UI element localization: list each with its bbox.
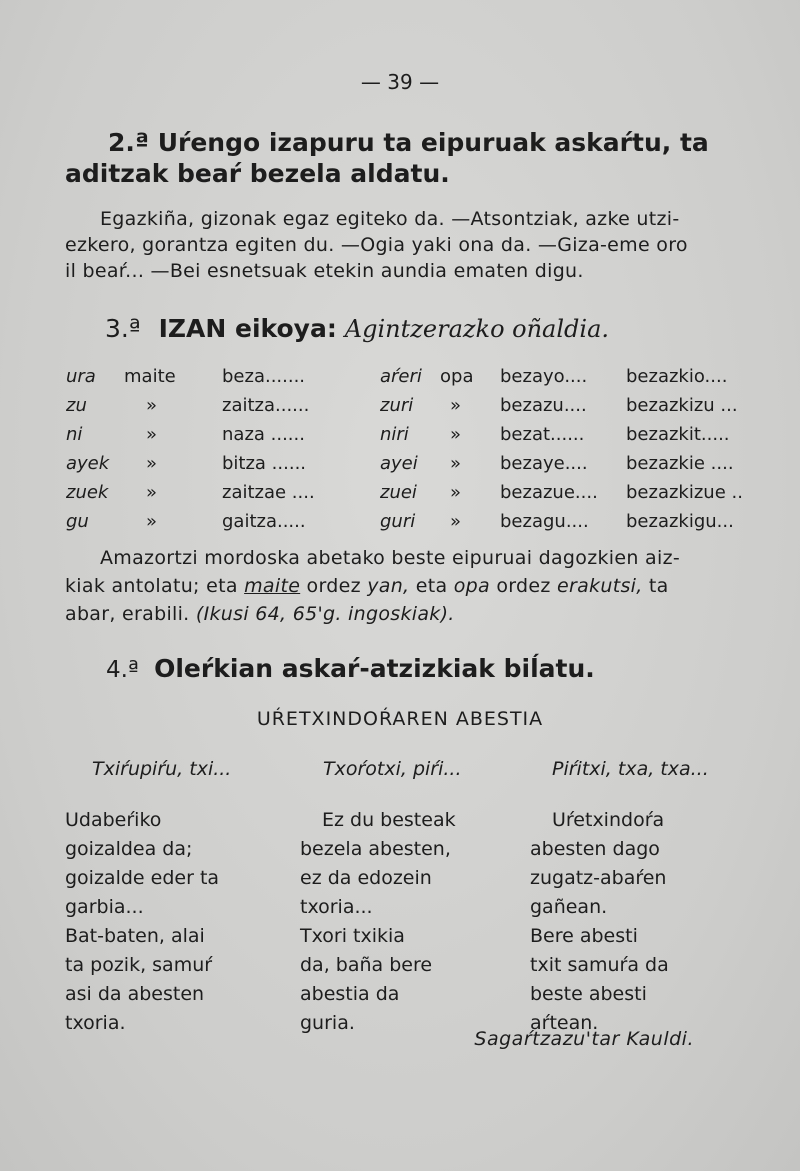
form-1: zaitza...... bbox=[222, 395, 310, 416]
section3-number: 3.ª bbox=[105, 314, 141, 343]
poem-stanza-1 bbox=[65, 806, 219, 1038]
poem-line: goizaldea da; bbox=[65, 838, 193, 860]
verb-2: » bbox=[450, 395, 462, 416]
note-text: ordez bbox=[489, 575, 557, 597]
note-text: eta bbox=[409, 575, 454, 597]
poem-refrain-2: Txoŕotxi, piŕi... bbox=[323, 758, 462, 780]
section2-text-line: il beaŕ... —Bei esnetsuak etekin aundia ematen digu. bbox=[65, 260, 584, 282]
note-text: kiak antolatu; eta bbox=[65, 575, 245, 597]
poem-stanza-2 bbox=[300, 806, 456, 1038]
pronoun-1: zu bbox=[66, 395, 87, 416]
conjugation-row bbox=[66, 511, 743, 540]
poem-line: Bere abesti bbox=[530, 925, 638, 947]
poem-line: aŕtean. bbox=[530, 1012, 599, 1034]
poem-line: Uŕetxindoŕa bbox=[552, 809, 665, 831]
section3-heading bbox=[105, 314, 609, 343]
poem-line: beste abesti bbox=[530, 983, 647, 1005]
poem-line: Ez du besteak bbox=[322, 809, 456, 831]
poem-line: Txori txikia bbox=[300, 925, 405, 947]
form-1: bitza ...... bbox=[222, 453, 307, 474]
page-number: — 39 — bbox=[360, 70, 440, 94]
pronoun-1: gu bbox=[66, 511, 89, 532]
conjugation-row bbox=[66, 395, 743, 424]
poem-refrain-3: Piŕitxi, txa, txa... bbox=[552, 758, 709, 780]
section2-text-line: Egazkiña, gizonak egaz egiteko da. —Atsontziak, azke utzi- bbox=[100, 208, 680, 230]
verb-2: » bbox=[450, 453, 462, 474]
section2-text-line: ezkero, gorantza egiten du. —Ogia yaki ona da. —Giza-eme oro bbox=[65, 234, 688, 256]
form-2: bezazu.... bbox=[500, 395, 587, 416]
form-2: bezazue.... bbox=[500, 482, 598, 503]
section3-title-italic: Agintzerazko oñaldia. bbox=[344, 315, 610, 343]
pronoun-2: niri bbox=[380, 424, 409, 445]
note-italic-word: opa bbox=[453, 575, 490, 597]
form-3: bezazkie .... bbox=[626, 453, 734, 474]
poem-line: Udabeŕiko bbox=[65, 809, 162, 831]
verb-1: » bbox=[146, 395, 158, 416]
form-1: gaitza..... bbox=[222, 511, 306, 532]
pronoun-1: ni bbox=[66, 424, 83, 445]
conjugation-row bbox=[66, 453, 743, 482]
conjugation-row bbox=[66, 366, 743, 395]
form-3: bezazkigu... bbox=[626, 511, 734, 532]
note-italic-word: maite bbox=[244, 575, 301, 597]
note-italic-word: erakutsi, bbox=[557, 575, 643, 597]
pronoun-2: ayei bbox=[380, 453, 418, 474]
verb-1: » bbox=[146, 482, 158, 503]
poem-line: goizalde eder ta bbox=[65, 867, 220, 889]
poem-line: gañean. bbox=[530, 896, 608, 918]
note-italic-word: yan, bbox=[367, 575, 410, 597]
poem-line: abesten dago bbox=[530, 838, 660, 860]
pronoun-1: ayek bbox=[66, 453, 110, 474]
poem-line: guria. bbox=[300, 1012, 355, 1034]
section3-note-line1: Amazortzi mordoska abetako beste eipuruai dagozkien aiz- bbox=[100, 547, 680, 569]
poem-line: ta pozik, samuŕ bbox=[65, 954, 213, 976]
pronoun-1: ura bbox=[66, 366, 96, 387]
poem-line: ez da edozein bbox=[300, 867, 432, 889]
conjugation-row bbox=[66, 424, 743, 453]
poem-line: bezela abesten, bbox=[300, 838, 451, 860]
section4-title: Oleŕkian askaŕ-atzizkiak biĺatu. bbox=[154, 654, 595, 683]
section4-number: 4.ª bbox=[106, 657, 139, 683]
form-2: bezaye.... bbox=[500, 453, 588, 474]
form-1: zaitzae .... bbox=[222, 482, 315, 503]
note-text: ta bbox=[642, 575, 669, 597]
verb-1: » bbox=[146, 511, 158, 532]
poem-line: txoria... bbox=[300, 896, 373, 918]
note-text: ordez bbox=[300, 575, 368, 597]
poem-line: abestia da bbox=[300, 983, 400, 1005]
poem-line: asi da abesten bbox=[65, 983, 205, 1005]
poem-line: txit samuŕa da bbox=[530, 954, 669, 976]
form-3: bezazkizu ... bbox=[626, 395, 738, 416]
poem-line: zugatz-abaŕen bbox=[530, 867, 667, 889]
conjugation-table bbox=[66, 366, 743, 540]
form-3: bezazkit..... bbox=[626, 424, 730, 445]
pronoun-2: aŕeri bbox=[380, 366, 422, 387]
verb-1: » bbox=[146, 424, 158, 445]
note-text: abar, erabili. bbox=[65, 603, 196, 625]
verb-1: » bbox=[146, 453, 158, 474]
verb-1: maite bbox=[124, 366, 176, 387]
form-1: naza ...... bbox=[222, 424, 305, 445]
poem-line: da, baña bere bbox=[300, 954, 433, 976]
form-2: bezagu.... bbox=[500, 511, 589, 532]
verb-2: » bbox=[450, 482, 462, 503]
poem-refrain-1: Txiŕupiŕu, txi... bbox=[92, 758, 232, 780]
verb-2: opa bbox=[440, 366, 474, 387]
form-3: bezazkio.... bbox=[626, 366, 728, 387]
poem-stanza-3 bbox=[530, 806, 669, 1038]
pronoun-2: zuei bbox=[380, 482, 417, 503]
section3-note-line3 bbox=[65, 601, 455, 627]
poem-title: UŔETXINDOŔAREN ABESTIA bbox=[256, 708, 544, 730]
section4-heading bbox=[106, 654, 595, 683]
poem-author: Sagaŕtzazu'tar Kauldi. bbox=[474, 1028, 694, 1050]
form-2: bezat...... bbox=[500, 424, 585, 445]
verb-2: » bbox=[450, 424, 462, 445]
form-1: beza....... bbox=[222, 366, 306, 387]
section2-heading-line1: 2.ª Uŕengo izapuru ta eipuruak askaŕtu, ta bbox=[108, 128, 709, 157]
poem-line: garbia... bbox=[65, 896, 144, 918]
form-2: bezayo.... bbox=[500, 366, 588, 387]
pronoun-2: zuri bbox=[380, 395, 414, 416]
poem-line: txoria. bbox=[65, 1012, 126, 1034]
section3-note-line2 bbox=[65, 573, 669, 599]
poem-line: Bat-baten, alai bbox=[65, 925, 205, 947]
verb-2: » bbox=[450, 511, 462, 532]
section3-title-bold: IZAN eikoya: bbox=[158, 314, 337, 343]
pronoun-1: zuek bbox=[66, 482, 109, 503]
form-3: bezazkizue .. bbox=[626, 482, 743, 503]
pronoun-2: guri bbox=[380, 511, 416, 532]
note-reference: (Ikusi 64, 65'g. ingoskiak). bbox=[195, 603, 455, 625]
section2-heading-line2: aditzak beaŕ bezela aldatu. bbox=[65, 159, 450, 188]
conjugation-row bbox=[66, 482, 743, 511]
